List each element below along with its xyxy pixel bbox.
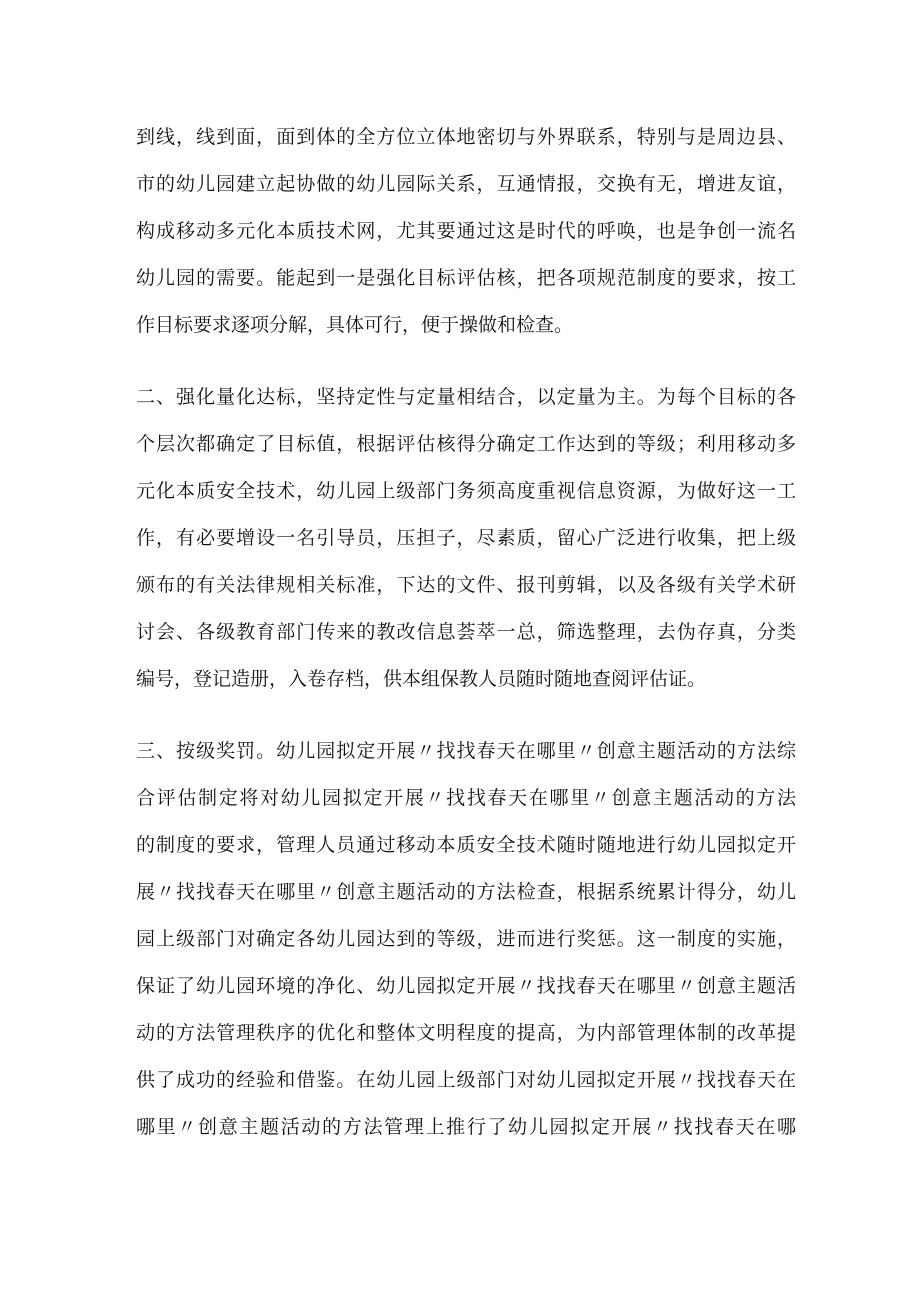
text-line: 保证了幼儿园环境的净化、幼儿园拟定开展〃找找春天在哪里〃创意主题活	[136, 975, 796, 997]
text-line: 幼儿园的需要。能起到一是强化目标评估核，把各项规范制度的要求，按工	[136, 267, 796, 289]
text-line: 元化本质安全技术，幼儿园上级部门务须高度重视信息资源，为做好这一工	[136, 480, 796, 502]
text-line: 动的方法管理秩序的优化和整体文明程度的提高，为内部管理体制的改革提	[136, 1022, 796, 1044]
text-line: 个层次都确定了目标值，根据评估核得分确定工作达到的等级；利用移动多	[136, 433, 796, 455]
text-line: 展〃找找春天在哪里〃创意主题活动的方法检查，根据系统累计得分，幼儿	[136, 881, 796, 903]
paragraph-section-two	[136, 374, 796, 703]
text-line: 三、按级奖罚。幼儿园拟定开展〃找找春天在哪里〃创意主题活动的方法综	[136, 740, 796, 762]
text-line: 作，有必要增设一名引导员，压担子，尽素质，留心广泛进行收集，把上级	[136, 527, 796, 549]
text-line: 的制度的要求，管理人员通过移动本质安全技术随时随地进行幼儿园拟定开	[136, 834, 796, 856]
text-line: 颁布的有关法律规相关标准，下达的文件、报刊剪辑，以及各级有关学术研	[136, 574, 796, 596]
text-line: 编号，登记造册，入卷存档，供本组保教人员随时随地查阅评估证。	[136, 668, 707, 690]
text-line: 讨会、各级教育部门传来的教改信息荟萃一总，筛选整理，去伪存真，分类	[136, 621, 796, 643]
text-line: 作目标要求逐项分解，具体可行，便于操做和检查。	[136, 314, 574, 336]
text-line: 合评估制定将对幼儿园拟定开展〃找找春天在哪里〃创意主题活动的方法	[136, 787, 796, 809]
text-line: 供了成功的经验和借鉴。在幼儿园上级部门对幼儿园拟定开展〃找找春天在	[136, 1069, 796, 1091]
paragraph-continuation	[136, 114, 796, 349]
paragraph-section-three	[136, 728, 796, 1151]
text-line: 市的幼儿园建立起协做的幼儿园际关系，互通情报，交换有无，增进友谊，	[136, 173, 796, 195]
text-line: 构成移动多元化本质技术网，尤其要通过这是时代的呼唤，也是争创一流名	[136, 220, 796, 242]
text-line: 园上级部门对确定各幼儿园达到的等级，进而进行奖惩。这一制度的实施，	[136, 928, 796, 950]
text-line: 到线，线到面，面到体的全方位立体地密切与外界联系，特别与是周边县、	[136, 126, 796, 148]
text-line: 哪里〃创意主题活动的方法管理上推行了幼儿园拟定开展〃找找春天在哪	[136, 1116, 796, 1138]
text-line: 二、强化量化达标，坚持定性与定量相结合，以定量为主。为每个目标的各	[136, 386, 796, 408]
